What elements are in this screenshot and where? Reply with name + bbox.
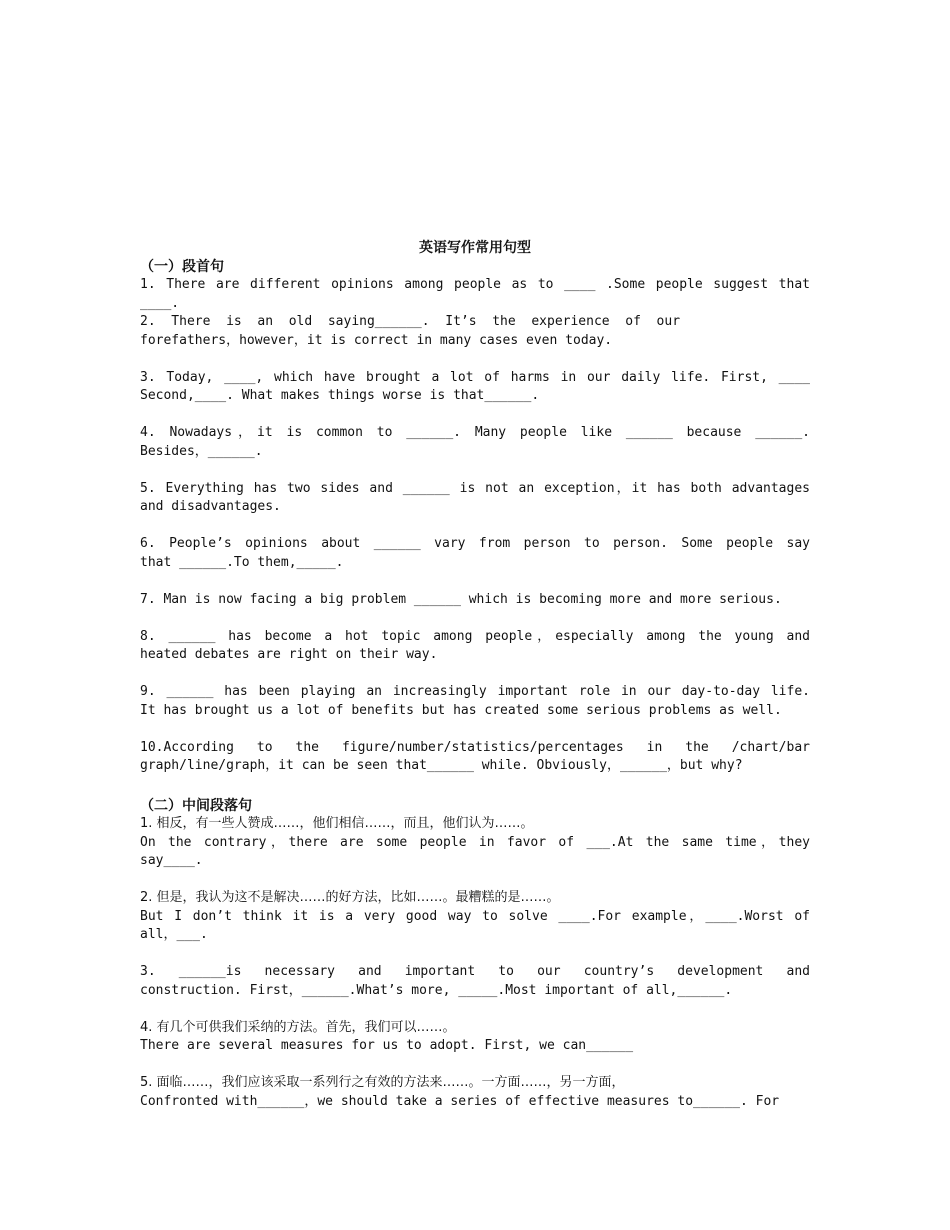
chinese-line: 1. 相反，有一些人赞成……，他们相信……，而且，他们认为……。: [140, 816, 534, 831]
paragraph-gap: [140, 350, 810, 369]
sentence-line: ____.: [140, 295, 180, 311]
sentence-item: [140, 313, 810, 350]
chinese-line: 3. ______is necessary and important to our country’s development and: [140, 964, 810, 979]
paragraph-gap: [140, 517, 810, 536]
sentence-line: 10.According to the figure/number/statistics/percentages in the /chart/bar: [140, 739, 810, 755]
sentence-line: 8. ______ has become a hot topic among people，especially among the young and: [140, 628, 810, 644]
sentence-line: There are several measures for us to adopt. First, we can______: [140, 1038, 634, 1053]
sentence-item: [140, 369, 810, 406]
sentence-item: [140, 889, 810, 945]
sentence-line: 4. Nowadays，it is common to ______. Many people like ______ because ______.: [140, 425, 810, 440]
sentence-line: But I don’t think it is a very good way to solve ____.For example，____.Worst of: [140, 908, 810, 924]
sentence-item: [140, 480, 810, 517]
sentence-line: forefathers，however，it is correct in many cases even today.: [140, 332, 613, 348]
paragraph-gap: [140, 572, 810, 591]
paragraph-gap: [140, 720, 810, 739]
sentence-item: [140, 628, 810, 665]
section-heading: （一）段首句: [140, 259, 224, 275]
sentence-line: 5. Everything has two sides and ______ is not an exception，it has both advantages: [140, 480, 810, 496]
page-title: 英语写作常用句型: [419, 240, 531, 256]
sentence-line: that ______.To them,_____.: [140, 554, 344, 570]
sentence-item: [140, 276, 810, 313]
sentence-line: 1. There are different opinions among people as to ____ .Some people suggest that: [140, 277, 810, 292]
sentence-line: heated debates are right on their way.: [140, 647, 438, 662]
sentence-line: 6. People’s opinions about ______ vary from person to person. Some people say: [140, 536, 810, 551]
chinese-line: 5. 面临……，我们应该采取一系列行之有效的方法来……。一方面……，另一方面，: [140, 1075, 625, 1090]
paragraph-gap: [140, 665, 810, 684]
sentence-item: [140, 424, 810, 461]
paragraph-gap: [140, 406, 810, 425]
sentence-line: Second,____. What makes things worse is that______.: [140, 388, 540, 403]
sentence-line: say____.: [140, 853, 203, 868]
section-heading: （二）中间段落句: [140, 798, 252, 814]
chinese-line: 4. 有几个可供我们采纳的方法。首先，我们可以……。: [140, 1019, 456, 1035]
sentence-line: graph/line/graph，it can be seen that______ while. Obviously，______，but why?: [140, 758, 743, 773]
paragraph-gap: [140, 871, 810, 890]
paragraph-gap: [140, 609, 810, 628]
sentence-item: [140, 591, 810, 610]
paragraph-gap: [140, 1056, 810, 1075]
sentence-item: [140, 1019, 810, 1056]
sentence-line: 9. ______ has been playing an increasingly important role in our day-to-day life.: [140, 684, 810, 699]
sentence-line: all，___.: [140, 927, 208, 942]
sentence-line: construction. First，______.What’s more, _____.Most important of all,______.: [140, 982, 733, 998]
sentence-line: 3. Today, ____, which have brought a lot of harms in our daily life. First, ____: [140, 369, 810, 385]
sentence-item: [140, 683, 810, 720]
sentence-line: On the contrary，there are some people in favor of ___.At the same time，they: [140, 834, 810, 850]
paragraph-gap: [140, 945, 810, 964]
sentence-item: [140, 815, 810, 871]
paragraph-gap: [140, 1000, 810, 1019]
sentence-list: [140, 276, 810, 776]
sentence-line: Besides，______.: [140, 443, 263, 459]
sentence-item: [140, 739, 810, 776]
section-opening-sentences: [140, 258, 810, 776]
sentence-line: It has brought us a lot of benefits but has created some serious problems as well.: [140, 702, 782, 718]
sentence-item: [140, 963, 810, 1000]
sentence-list: [140, 815, 810, 1111]
paragraph-gap: [140, 461, 810, 480]
sentence-item: [140, 1074, 810, 1111]
sentence-line: and disadvantages.: [140, 499, 281, 514]
sentence-line: 2. There is an old saying______. It’s the experience of our: [140, 314, 681, 329]
sentence-line: 7. Man is now facing a big problem ______ which is becoming more and more serious.: [140, 591, 782, 607]
section-body-sentences: [140, 797, 810, 1111]
sentence-line: Confronted with______，we should take a series of effective measures to______. For: [140, 1093, 780, 1109]
sentence-item: [140, 535, 810, 572]
chinese-line: 2. 但是，我认为这不是解决……的好方法，比如……。最糟糕的是……。: [140, 890, 560, 905]
